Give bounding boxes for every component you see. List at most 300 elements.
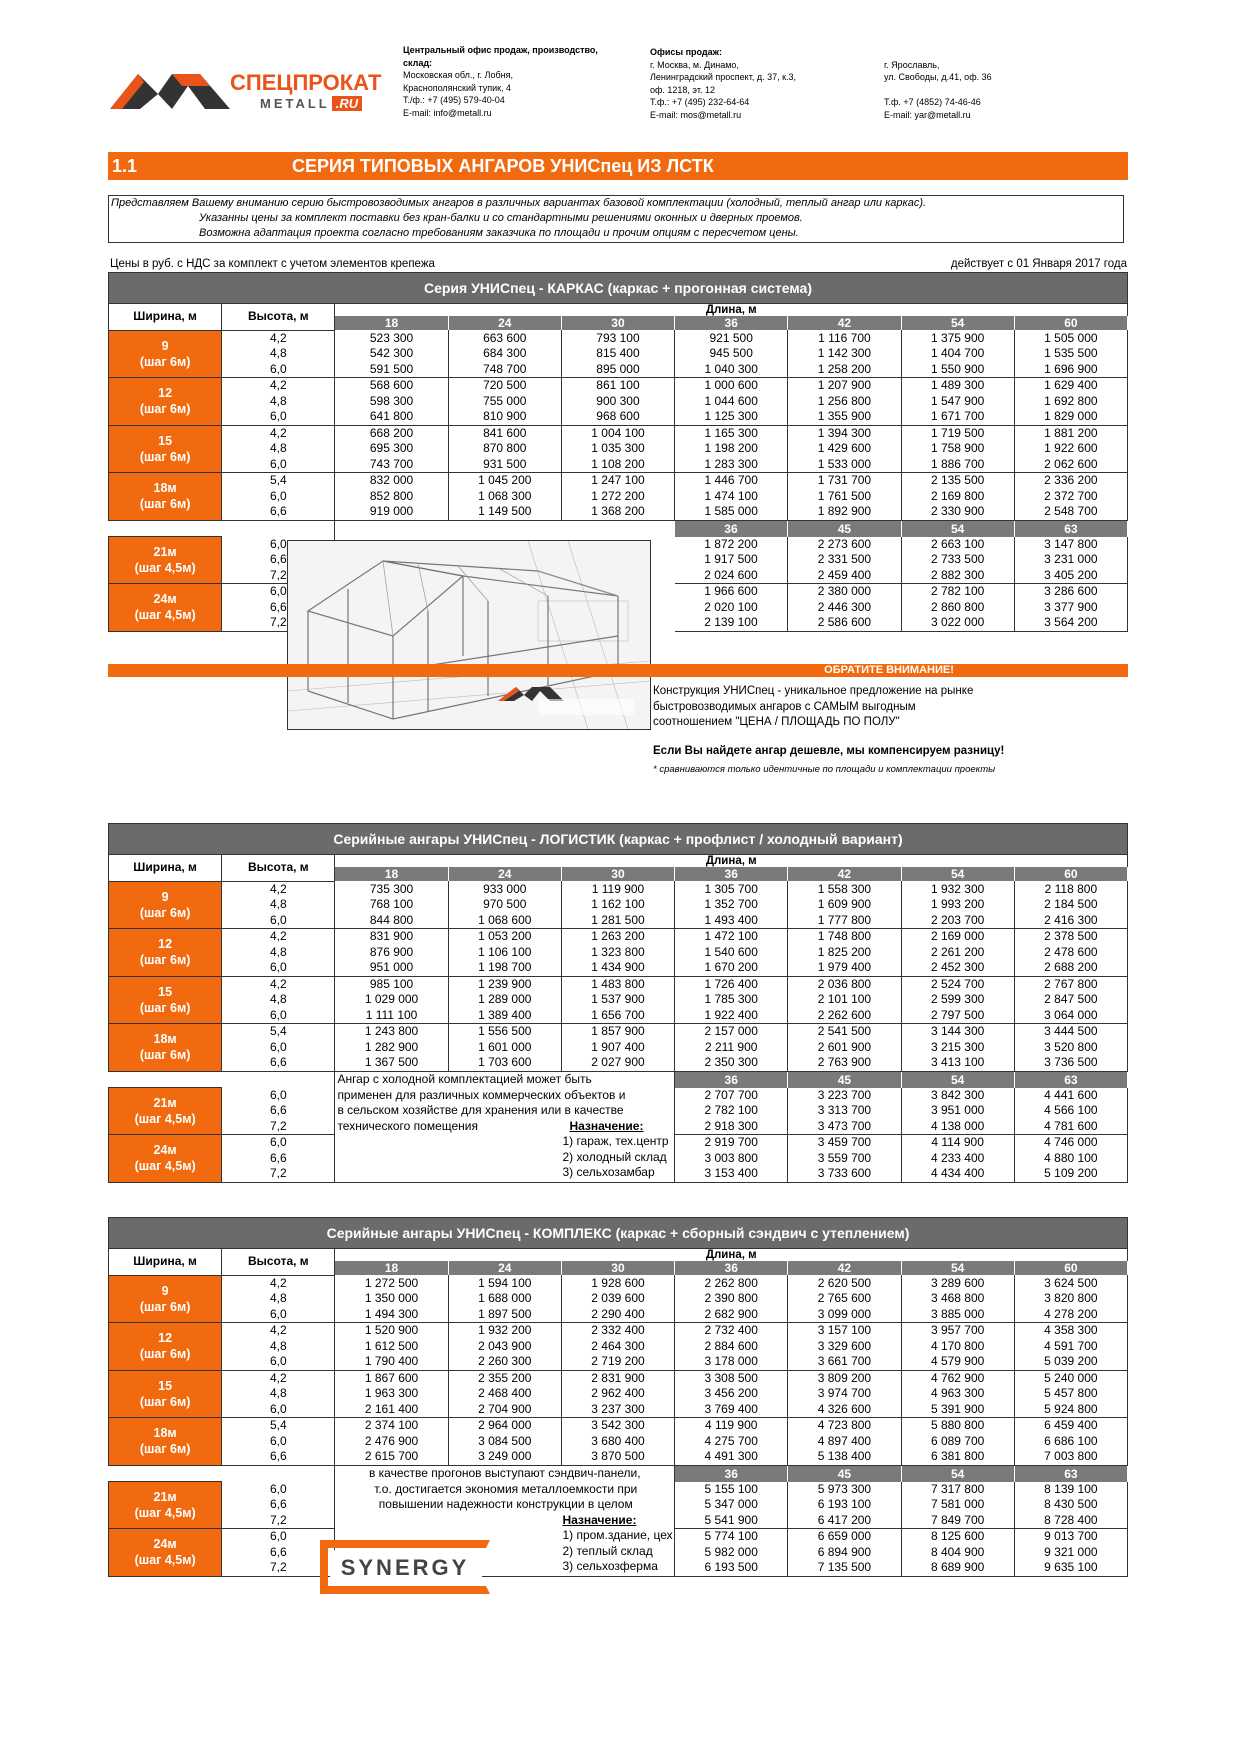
table-row	[109, 913, 1128, 929]
price-cell: 2 260 300	[448, 1354, 561, 1370]
price-cell: 810 900	[448, 409, 561, 425]
moscow-office-contacts: Офисы продаж: г. Москва, м. Динамо, Ленинградский проспект, д. 37, к.3, оф. 1218, эт. 12 Т.ф.: +7 (495) 232-64-64 E-mail: mos@metall.ru	[650, 47, 797, 120]
price-cell: 3 377 900	[1014, 600, 1127, 616]
price-cell: 3 223 700	[788, 1088, 901, 1104]
price-cell: 1 068 600	[448, 913, 561, 929]
height-cell: 6,0	[222, 1402, 335, 1418]
price-cell: 1 897 500	[448, 1307, 561, 1323]
table-row	[109, 1040, 1128, 1056]
price-cell: 1 670 200	[675, 960, 788, 976]
price-cell: 3 286 600	[1014, 584, 1127, 600]
price-cell: 1 389 400	[448, 1008, 561, 1024]
price-cell: 2 962 400	[561, 1386, 674, 1402]
price-cell: 8 404 900	[901, 1545, 1014, 1561]
price-cell: 4 326 600	[788, 1402, 901, 1418]
length-col: 45	[788, 1465, 901, 1482]
height-cell: 4,2	[222, 1275, 335, 1291]
price-cell: 1 547 900	[901, 394, 1014, 410]
price-cell: 641 800	[335, 409, 448, 425]
price-cell: 6 089 700	[901, 1434, 1014, 1450]
length-col: 54	[901, 1465, 1014, 1482]
height-header: Высота, м	[222, 304, 335, 331]
price-cell: 1 125 300	[675, 409, 788, 425]
width-cell: 9 (шаг 6м)	[109, 1275, 222, 1323]
price-cell: 1 872 200	[675, 537, 788, 553]
price-cell: 1 520 900	[335, 1323, 448, 1339]
price-cell: 3 736 500	[1014, 1055, 1127, 1071]
price-cell: 2 599 300	[901, 992, 1014, 1008]
table-row	[109, 394, 1128, 410]
table-row	[109, 1449, 1128, 1465]
price-cell: 1 165 300	[675, 425, 788, 441]
table-row	[109, 976, 1128, 992]
length-col: 36	[675, 520, 788, 537]
width-cell: 24м (шаг 4,5м)	[109, 1529, 222, 1577]
price-cell: 1 198 200	[675, 441, 788, 457]
length-col: 63	[1014, 1465, 1127, 1482]
price-cell: 2 476 900	[335, 1434, 448, 1450]
table-row	[109, 504, 1128, 520]
height-cell: 6,0	[222, 537, 335, 553]
price-cell: 2 586 600	[788, 615, 901, 631]
price-cell: 895 000	[561, 362, 674, 378]
price-cell: 5 138 400	[788, 1449, 901, 1465]
length-col: 60	[1014, 1261, 1127, 1275]
price-cell: 6 894 900	[788, 1545, 901, 1561]
valid-from: действует с 01 Января 2017 года	[950, 258, 1127, 270]
width-cell: 18м (шаг 6м)	[109, 473, 222, 521]
price-cell: 5 039 200	[1014, 1354, 1127, 1370]
price-cell: 1 540 600	[675, 945, 788, 961]
height-cell: 6,0	[222, 584, 335, 600]
price-cell: 3 661 700	[788, 1354, 901, 1370]
height-cell: 7,2	[222, 568, 335, 584]
price-cell: 985 100	[335, 976, 448, 992]
price-cell: 1 352 700	[675, 897, 788, 913]
width-header: Ширина, м	[109, 1249, 222, 1276]
height-cell: 6,6	[222, 1449, 335, 1465]
price-cell: 3 624 500	[1014, 1275, 1127, 1291]
height-cell: 4,8	[222, 1339, 335, 1355]
price-cell: 1 198 700	[448, 960, 561, 976]
width-cell: 15 (шаг 6м)	[109, 425, 222, 473]
price-cell: 8 728 400	[1014, 1513, 1127, 1529]
price-cell: 3 820 800	[1014, 1291, 1127, 1307]
price-cell: 1 533 000	[788, 457, 901, 473]
price-cell: 1 323 800	[561, 945, 674, 961]
price-cell: 1 282 900	[335, 1040, 448, 1056]
price-cell: 1 748 800	[788, 929, 901, 945]
price-cell: 2 524 700	[901, 976, 1014, 992]
price-cell: 1 726 400	[675, 976, 788, 992]
height-cell: 6,6	[222, 552, 335, 568]
price-cell: 1 671 700	[901, 409, 1014, 425]
price-cell: 735 300	[335, 881, 448, 897]
height-cell: 6,0	[222, 913, 335, 929]
price-cell: 6 193 500	[675, 1560, 788, 1576]
price-cell: 1 106 100	[448, 945, 561, 961]
table-row	[109, 1482, 1128, 1498]
table-row	[109, 1434, 1128, 1450]
price-cell: 1 761 500	[788, 489, 901, 505]
price-cell: 3 444 500	[1014, 1024, 1127, 1040]
price-cell: 1 932 200	[448, 1323, 561, 1339]
height-cell: 6,0	[222, 457, 335, 473]
price-cell: 591 500	[335, 362, 448, 378]
price-cell: 1 289 000	[448, 992, 561, 1008]
length-col: 18	[335, 867, 448, 881]
height-cell: 4,2	[222, 929, 335, 945]
price-cell: 3 951 000	[901, 1103, 1014, 1119]
table-row	[109, 409, 1128, 425]
price-cell: 1 719 500	[901, 425, 1014, 441]
price-cell: 1 493 400	[675, 913, 788, 929]
price-cell: 4 579 900	[901, 1354, 1014, 1370]
width-cell: 18м (шаг 6м)	[109, 1418, 222, 1466]
height-cell: 4,2	[222, 881, 335, 897]
price-cell: 1 917 500	[675, 552, 788, 568]
height-cell: 6,6	[222, 1545, 335, 1561]
price-cell: 861 100	[561, 378, 674, 394]
price-cell: 2 262 600	[788, 1008, 901, 1024]
price-cell: 2 161 400	[335, 1402, 448, 1418]
price-cell: 1 004 100	[561, 425, 674, 441]
price-cell: 1 367 500	[335, 1055, 448, 1071]
price-cell: 5 457 800	[1014, 1386, 1127, 1402]
price-cell: 1 111 100	[335, 1008, 448, 1024]
length-col: 36	[675, 1261, 788, 1275]
height-cell: 6,0	[222, 1008, 335, 1024]
logo-mark-icon	[110, 64, 230, 114]
price-cell: 1 785 300	[675, 992, 788, 1008]
price-cell: 1 505 000	[1014, 330, 1127, 346]
table-row	[109, 1008, 1128, 1024]
table-row	[109, 1024, 1128, 1040]
table-row	[109, 1418, 1128, 1434]
price-cell: 2 336 200	[1014, 473, 1127, 489]
height-cell: 7,2	[222, 1119, 335, 1135]
price-cell: 598 300	[335, 394, 448, 410]
price-cell: 1 243 800	[335, 1024, 448, 1040]
price-cell: 2 331 500	[788, 552, 901, 568]
price-cell: 2 039 600	[561, 1291, 674, 1307]
length-col: 45	[788, 1071, 901, 1088]
price-cell: 1 207 900	[788, 378, 901, 394]
price-cell: 841 600	[448, 425, 561, 441]
price-cell: 2 860 800	[901, 600, 1014, 616]
price-cell: 3 957 700	[901, 1323, 1014, 1339]
price-cell: 2 782 100	[675, 1103, 788, 1119]
price-cell: 4 119 900	[675, 1418, 788, 1434]
price-cell: 1 404 700	[901, 346, 1014, 362]
price-cell: 4 897 400	[788, 1434, 901, 1450]
price-cell: 2 620 500	[788, 1275, 901, 1291]
price-cell: 852 800	[335, 489, 448, 505]
length-header: Длина, м	[335, 304, 1128, 317]
height-cell: 4,8	[222, 992, 335, 1008]
price-cell: 1 629 400	[1014, 378, 1127, 394]
price-cell: 2 330 900	[901, 504, 1014, 520]
height-cell: 4,2	[222, 425, 335, 441]
height-header: Высота, м	[222, 1249, 335, 1276]
height-cell: 4,2	[222, 330, 335, 346]
price-cell: 5 924 800	[1014, 1402, 1127, 1418]
height-cell: 4,2	[222, 1323, 335, 1339]
logo-name: СПЕЦПРОКАТ	[230, 70, 382, 95]
price-cell: 921 500	[675, 330, 788, 346]
height-cell: 6,0	[222, 1354, 335, 1370]
length-col: 36	[675, 1465, 788, 1482]
height-cell: 6,6	[222, 1103, 335, 1119]
price-cell: 4 746 000	[1014, 1135, 1127, 1151]
price-cell: 4 723 800	[788, 1418, 901, 1434]
height-cell: 4,8	[222, 441, 335, 457]
price-cell: 4 114 900	[901, 1135, 1014, 1151]
price-cell: 1 035 300	[561, 441, 674, 457]
height-cell: 6,0	[222, 1040, 335, 1056]
price-cell: 6 459 400	[1014, 1418, 1127, 1434]
description-line: технического помещения Назначение:	[337, 1118, 644, 1133]
price-cell: 844 800	[335, 913, 448, 929]
purpose-item: 1) гараж, тех.центр	[562, 1134, 669, 1148]
synergy-logo	[316, 1536, 494, 1598]
price-cell: 2 782 100	[901, 584, 1014, 600]
price-cell: 1 045 200	[448, 473, 561, 489]
price-cell: 3 559 700	[788, 1151, 901, 1167]
price-cell: 720 500	[448, 378, 561, 394]
price-cell: 2 332 400	[561, 1323, 674, 1339]
price-cell: 1 368 200	[561, 504, 674, 520]
price-cell: 1 472 100	[675, 929, 788, 945]
yaroslavl-office-contacts: г. Ярославль, ул. Свободы, д.41, оф. 36 Т.ф. +7 (4852) 74-46-46 E-mail: yar@metall.ru	[884, 59, 992, 120]
price-cell: 3 157 100	[788, 1323, 901, 1339]
price-cell: 919 000	[335, 504, 448, 520]
price-cell: 2 732 400	[675, 1323, 788, 1339]
price-cell: 1 993 200	[901, 897, 1014, 913]
price-cell: 3 809 200	[788, 1370, 901, 1386]
price-cell: 1 283 300	[675, 457, 788, 473]
price-cell: 2 416 300	[1014, 913, 1127, 929]
price-cell: 1 489 300	[901, 378, 1014, 394]
height-cell: 6,0	[222, 1434, 335, 1450]
price-cell: 4 762 900	[901, 1370, 1014, 1386]
description-cell	[335, 1088, 675, 1183]
price-cell: 2 704 900	[448, 1402, 561, 1418]
price-cell: 870 800	[448, 441, 561, 457]
price-cell: 3 405 200	[1014, 568, 1127, 584]
table-row	[109, 378, 1128, 394]
price-cell: 6 417 200	[788, 1513, 901, 1529]
price-cell: 1 446 700	[675, 473, 788, 489]
price-cell: 3 231 000	[1014, 552, 1127, 568]
price-cell: 5 155 100	[675, 1482, 788, 1498]
price-cell: 3 237 300	[561, 1402, 674, 1418]
price-cell: 523 300	[335, 330, 448, 346]
price-cell: 5 240 000	[1014, 1370, 1127, 1386]
price-cell: 831 900	[335, 929, 448, 945]
price-cell: 2 884 600	[675, 1339, 788, 1355]
price-cell: 4 138 000	[901, 1119, 1014, 1135]
price-cell: 3 542 300	[561, 1418, 674, 1434]
table-row	[109, 881, 1128, 897]
price-cell: 2 262 800	[675, 1275, 788, 1291]
price-cell: 2 847 500	[1014, 992, 1127, 1008]
height-cell: 4,2	[222, 378, 335, 394]
price-cell: 5 541 900	[675, 1513, 788, 1529]
notice-footnote: * сравниваются только идентичные по площади и комплектации проекты	[653, 764, 996, 775]
height-cell: 6,0	[222, 1482, 335, 1498]
price-cell: 3 769 400	[675, 1402, 788, 1418]
price-cell: 1 247 100	[561, 473, 674, 489]
table-title: Серийные ангары УНИСпец - КОМПЛЕКС (каркас + сборный сэндвич с утеплением)	[109, 1218, 1128, 1249]
price-note: Цены в руб. с НДС за комплект с учетом элементов крепежа	[110, 258, 435, 270]
price-cell: 2 380 000	[788, 584, 901, 600]
length-col: 24	[448, 1261, 561, 1275]
price-cell: 6 659 000	[788, 1529, 901, 1545]
height-cell: 6,0	[222, 960, 335, 976]
company-logo	[110, 64, 410, 124]
table-row	[109, 1291, 1128, 1307]
height-cell: 5,4	[222, 1024, 335, 1040]
price-cell: 951 000	[335, 960, 448, 976]
length-header: Длина, м	[335, 1249, 1128, 1262]
price-cell: 9 013 700	[1014, 1529, 1127, 1545]
table-row	[109, 1323, 1128, 1339]
price-cell: 1 790 400	[335, 1354, 448, 1370]
price-cell: 9 635 100	[1014, 1560, 1127, 1576]
table-row	[109, 457, 1128, 473]
price-cell: 1 558 300	[788, 881, 901, 897]
hangar-frame-image	[287, 540, 651, 730]
price-cell: 2 135 500	[901, 473, 1014, 489]
price-cell: 1 594 100	[448, 1275, 561, 1291]
description-line: т.о. достигается экономия металлоемкости при	[374, 1481, 638, 1496]
price-cell: 4 275 700	[675, 1434, 788, 1450]
length-col: 45	[788, 520, 901, 537]
description-line: в сельском хозяйстве для хранения или в качестве	[337, 1103, 624, 1117]
width-cell: 15 (шаг 6м)	[109, 976, 222, 1024]
price-cell: 1 149 500	[448, 504, 561, 520]
hangar-frame-icon	[288, 541, 650, 729]
price-cell: 2 548 700	[1014, 504, 1127, 520]
table-row	[109, 897, 1128, 913]
price-cell: 3 153 400	[675, 1166, 788, 1182]
price-cell: 1 281 500	[561, 913, 674, 929]
section-title: 1.1 СЕРИЯ ТИПОВЫХ АНГАРОВ УНИСпец ИЗ ЛСТК	[108, 152, 1128, 180]
price-cell: 2 882 300	[901, 568, 1014, 584]
central-office-contacts: Центральный офис продаж, производство, склад: Московская обл., г. Лобня, Краснополянский тупик, 4 Т./ф.: +7 (495) 579-40-04 E-mail: info@metall.ru	[403, 45, 598, 118]
price-cell: 1 429 600	[788, 441, 901, 457]
price-cell: 1 355 900	[788, 409, 901, 425]
price-cell: 1 000 600	[675, 378, 788, 394]
width-cell: 24м (шаг 4,5м)	[109, 1135, 222, 1183]
price-cell: 1 688 000	[448, 1291, 561, 1307]
price-cell: 3 144 300	[901, 1024, 1014, 1040]
notice-text: Конструкция УНИСпец - уникальное предложение на рынке быстровозводимых ангаров с САМЫМ выгодным соотношением "ЦЕНА / ПЛОЩАДЬ ПО ПОЛУ"	[653, 685, 974, 728]
notice-title: ОБРАТИТЕ ВНИМАНИЕ!	[824, 664, 954, 676]
price-cell: 1 040 300	[675, 362, 788, 378]
price-cell: 5 391 900	[901, 1402, 1014, 1418]
price-cell: 3 099 000	[788, 1307, 901, 1323]
length-col: 63	[1014, 520, 1127, 537]
price-cell: 4 591 700	[1014, 1339, 1127, 1355]
price-cell: 3 215 300	[901, 1040, 1014, 1056]
price-cell: 9 321 000	[1014, 1545, 1127, 1561]
table-row	[109, 1307, 1128, 1323]
length-col: 36	[675, 316, 788, 330]
price-cell: 2 101 100	[788, 992, 901, 1008]
table-row	[109, 489, 1128, 505]
price-cell: 6 381 800	[901, 1449, 1014, 1465]
price-cell: 3 064 000	[1014, 1008, 1127, 1024]
price-cell: 1 696 900	[1014, 362, 1127, 378]
width-header: Ширина, м	[109, 855, 222, 882]
price-cell: 3 473 700	[788, 1119, 901, 1135]
price-cell: 6 686 100	[1014, 1434, 1127, 1450]
price-cell: 768 100	[335, 897, 448, 913]
price-cell: 931 500	[448, 457, 561, 473]
price-cell: 1 922 600	[1014, 441, 1127, 457]
price-cell: 2 261 200	[901, 945, 1014, 961]
price-cell: 1 881 200	[1014, 425, 1127, 441]
price-cell: 3 147 800	[1014, 537, 1127, 553]
table-title: Серия УНИСпец - КАРКАС (каркас + прогонная система)	[109, 273, 1128, 304]
price-cell: 3 974 700	[788, 1386, 901, 1402]
price-cell: 5 109 200	[1014, 1166, 1127, 1182]
price-cell: 7 317 800	[901, 1482, 1014, 1498]
length-col: 36	[675, 1071, 788, 1088]
length-col: 18	[335, 1261, 448, 1275]
price-cell: 1 612 500	[335, 1339, 448, 1355]
height-cell: 6,0	[222, 409, 335, 425]
price-cell: 3 520 800	[1014, 1040, 1127, 1056]
height-cell: 6,6	[222, 1055, 335, 1071]
table-row	[109, 473, 1128, 489]
width-cell: 12 (шаг 6м)	[109, 378, 222, 426]
price-cell: 1 829 000	[1014, 409, 1127, 425]
price-cell: 1 483 800	[561, 976, 674, 992]
price-cell: 2 203 700	[901, 913, 1014, 929]
price-cell: 1 305 700	[675, 881, 788, 897]
price-cell: 793 100	[561, 330, 674, 346]
notice-guarantee: Если Вы найдете ангар дешевле, мы компенсируем разницу!	[653, 745, 1005, 757]
width-cell: 9 (шаг 6м)	[109, 330, 222, 378]
price-cell: 876 900	[335, 945, 448, 961]
price-cell: 542 300	[335, 346, 448, 362]
price-cell: 5 774 100	[675, 1529, 788, 1545]
length-col: 60	[1014, 867, 1127, 881]
height-cell: 5,4	[222, 1418, 335, 1434]
height-header: Высота, м	[222, 855, 335, 882]
price-cell: 2 355 200	[448, 1370, 561, 1386]
price-cell: 4 880 100	[1014, 1151, 1127, 1167]
price-cell: 3 249 000	[448, 1449, 561, 1465]
price-cell: 1 535 500	[1014, 346, 1127, 362]
height-cell: 5,4	[222, 473, 335, 489]
price-cell: 1 434 900	[561, 960, 674, 976]
height-cell: 4,2	[222, 1370, 335, 1386]
price-cell: 1 867 600	[335, 1370, 448, 1386]
price-cell: 8 139 100	[1014, 1482, 1127, 1498]
price-cell: 2 290 400	[561, 1307, 674, 1323]
price-cell: 2 918 300	[675, 1119, 788, 1135]
price-cell: 2 169 800	[901, 489, 1014, 505]
price-cell: 3 308 500	[675, 1370, 788, 1386]
price-cell: 3 459 700	[788, 1135, 901, 1151]
price-cell: 2 273 600	[788, 537, 901, 553]
price-cell: 1 979 400	[788, 960, 901, 976]
height-cell: 4,8	[222, 897, 335, 913]
